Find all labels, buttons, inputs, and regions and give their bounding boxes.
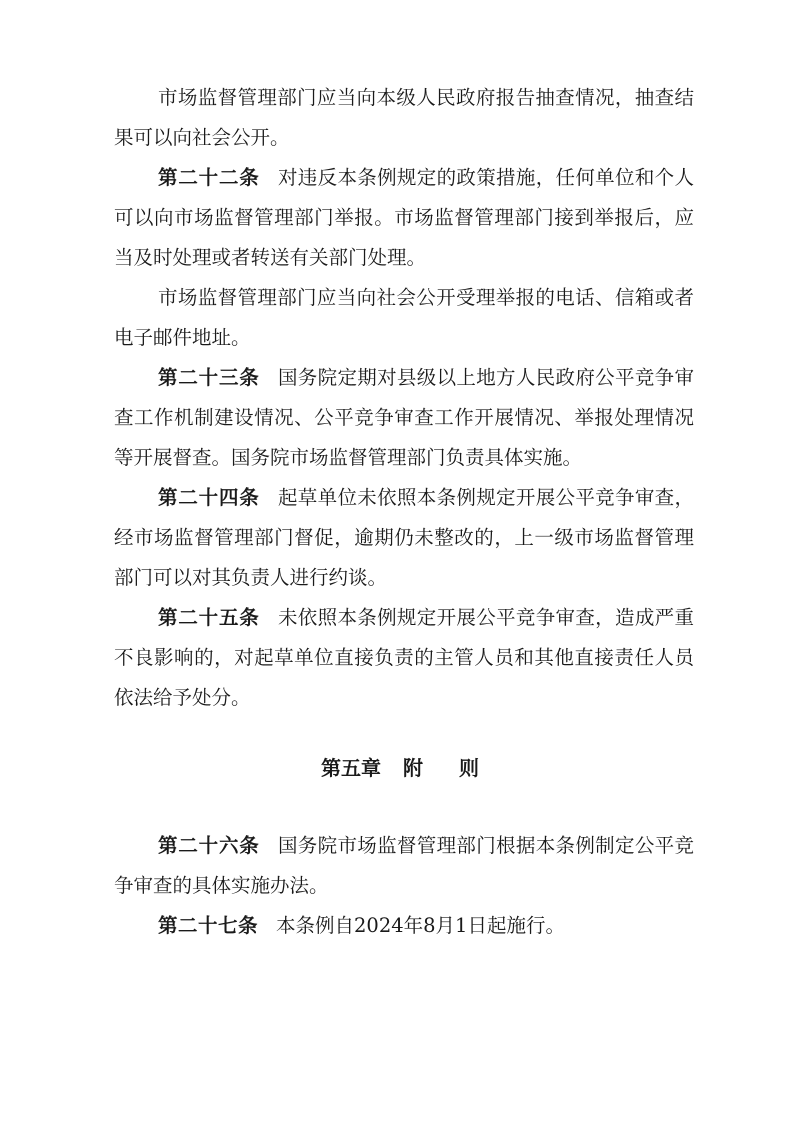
chapter-title-part1: 附	[403, 756, 423, 780]
article-text: 对违反本条例规定的政策措施，任何单位和个人可以向市场监督管理部门举报。市场监督管理部门接到举报后，应当及时处理或者转送有关部门处理。	[114, 166, 694, 269]
paragraph-spot-check-report	[114, 78, 694, 158]
paragraph-report-channels	[114, 278, 694, 358]
article-24	[114, 478, 694, 598]
chapter-heading	[0, 750, 800, 786]
paragraph-text: 市场监督管理部门应当向本级人民政府报告抽查情况，抽查结果可以向社会公开。	[114, 86, 694, 149]
article-number: 第二十五条	[158, 606, 260, 629]
article-26	[114, 826, 694, 906]
paragraph-text: 市场监督管理部门应当向社会公开受理举报的电话、信箱或者电子邮件地址。	[114, 286, 694, 349]
chapter-number: 第五章	[321, 756, 381, 780]
article-text: 国务院市场监督管理部门根据本条例制定公平竞争审查的具体实施办法。	[114, 834, 694, 897]
article-text: 起草单位未依照本条例规定开展公平竞争审查，经市场监督管理部门督促，逾期仍未整改的，上一级市场监督管理部门可以对其负责人进行约谈。	[114, 486, 694, 589]
article-number: 第二十三条	[158, 366, 260, 389]
article-text: 国务院定期对县级以上地方人民政府公平竞争审查工作机制建设情况、公平竞争审查工作开展情况、举报处理情况等开展督查。国务院市场监督管理部门负责具体实施。	[114, 366, 694, 469]
chapter-title-part2: 则	[459, 756, 479, 780]
article-23	[114, 358, 694, 478]
article-number: 第二十七条	[158, 914, 259, 937]
article-text: 未依照本条例规定开展公平竞争审查，造成严重不良影响的，对起草单位直接负责的主管人员和其他直接责任人员依法给予处分。	[114, 606, 694, 709]
article-number: 第二十四条	[158, 486, 260, 509]
article-25	[114, 598, 694, 718]
article-27	[114, 906, 694, 946]
article-number: 第二十二条	[158, 166, 260, 189]
article-text: 本条例自2024年8月1日起施行。	[276, 914, 565, 937]
article-number: 第二十六条	[158, 834, 260, 857]
article-22	[114, 158, 694, 278]
